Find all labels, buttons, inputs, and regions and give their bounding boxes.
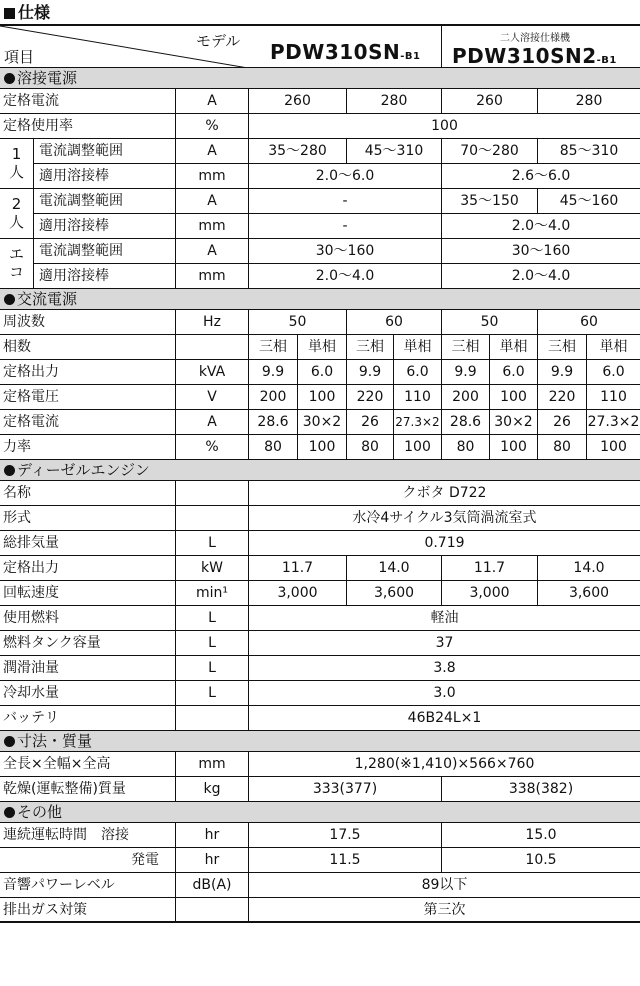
circle-bullet-icon: [4, 736, 15, 747]
row-label: 定格電圧: [3, 389, 59, 405]
group-label-one: [0, 139, 34, 188]
spec-cell: 3,000: [441, 581, 537, 605]
spec-cell: 333(377): [248, 777, 441, 801]
spec-cell: 3,600: [537, 581, 640, 605]
spec-cell: 30×2: [489, 410, 537, 434]
section-header-other: [0, 802, 640, 823]
spec-cell: 10.5: [441, 848, 640, 872]
row-label: 適用溶接棒: [39, 218, 109, 234]
row-label: 電流調整範囲: [39, 143, 123, 159]
row-label: 音響パワーレベル: [3, 877, 115, 893]
spec-cell: 110: [586, 385, 640, 409]
header-divider: [441, 26, 442, 68]
table-row: [0, 898, 640, 923]
row-label: 電流調整範囲: [39, 243, 123, 259]
row-unit: min¹: [175, 581, 248, 605]
table-header: [0, 24, 640, 68]
group-char: コ: [8, 263, 24, 281]
row-unit: L: [175, 531, 248, 555]
row-unit: A: [175, 139, 248, 163]
spec-cell: 80: [346, 435, 393, 459]
row-unit: L: [175, 681, 248, 705]
row-label: 排出ガス対策: [3, 902, 87, 918]
spec-cell: 単相: [297, 335, 346, 359]
row-unit: V: [175, 385, 248, 409]
spec-title: 仕様: [4, 2, 50, 24]
row-label: 連続運転時間 溶接: [3, 827, 129, 843]
spec-cell: 280: [537, 89, 640, 113]
row-unit: [175, 898, 248, 922]
spec-cell: 水冷4サイクル3気筒渦流室式: [248, 506, 640, 530]
row-unit: mm: [175, 164, 248, 188]
row-unit: Hz: [175, 310, 248, 334]
section-header-dims: [0, 731, 640, 752]
table-row: [0, 214, 640, 239]
group-label-eco: [0, 239, 34, 288]
spec-cell: 30～160: [248, 239, 441, 263]
table-row: [0, 189, 640, 214]
spec-cell: 260: [441, 89, 537, 113]
row-label: 燃料タンク容量: [3, 635, 101, 651]
table-row: [0, 873, 640, 898]
spec-cell: 14.0: [346, 556, 441, 580]
model-1-name: PDW310SN-B1: [270, 40, 421, 64]
row-unit: A: [175, 239, 248, 263]
spec-cell: クボタ D722: [248, 481, 640, 505]
spec-cell: -: [248, 214, 441, 238]
spec-cell: 100: [248, 114, 640, 138]
spec-cell: 100: [489, 435, 537, 459]
table-row: [0, 139, 640, 164]
spec-cell: 1,280(※1,410)×566×760: [248, 752, 640, 776]
spec-cell: 45～310: [346, 139, 441, 163]
table-row: [0, 385, 640, 410]
spec-cell: 3,600: [346, 581, 441, 605]
spec-cell: 46B24L×1: [248, 706, 640, 730]
row-label: 定格出力: [3, 364, 59, 380]
spec-cell: 27.3×2: [393, 410, 441, 434]
spec-cell: 28.6: [248, 410, 297, 434]
spec-cell: 6.0: [393, 360, 441, 384]
spec-cell: 単相: [586, 335, 640, 359]
row-unit: mm: [175, 752, 248, 776]
spec-cell: 70～280: [441, 139, 537, 163]
spec-cell: 単相: [393, 335, 441, 359]
table-row: [0, 656, 640, 681]
table-row: [0, 481, 640, 506]
table-row: [0, 848, 640, 873]
spec-cell: 9.9: [346, 360, 393, 384]
spec-cell: 27.3×2: [586, 410, 640, 434]
row-unit: [175, 335, 248, 359]
section-header-engine: [0, 460, 640, 481]
section-header-ac: [0, 289, 640, 310]
header-model-label: モデル: [196, 32, 241, 50]
row-unit: L: [175, 656, 248, 680]
spec-cell: 第三次: [248, 898, 640, 922]
row-unit: hr: [175, 823, 248, 847]
header-item-label: 項目: [4, 48, 35, 66]
table-row: [0, 360, 640, 385]
spec-cell: 200: [441, 385, 489, 409]
table-row: [0, 681, 640, 706]
row-label: 冷却水量: [3, 685, 59, 701]
spec-cell: 37: [248, 631, 640, 655]
spec-cell: 2.0～4.0: [441, 214, 640, 238]
spec-cell: 2.0～4.0: [248, 264, 441, 288]
spec-cell: 3.0: [248, 681, 640, 705]
spec-cell: 26: [537, 410, 586, 434]
row-unit: A: [175, 89, 248, 113]
table-row: [0, 114, 640, 139]
row-label: 定格使用率: [3, 118, 73, 134]
row-label: 電流調整範囲: [39, 193, 123, 209]
spec-cell: 三相: [441, 335, 489, 359]
row-unit: dB(A): [175, 873, 248, 897]
row-label: 総排気量: [3, 535, 59, 551]
model-2-note: 二人溶接仕様機: [500, 33, 570, 44]
row-label: 使用燃料: [3, 610, 59, 626]
spec-cell: 35～150: [441, 189, 537, 213]
table-row: [0, 506, 640, 531]
spec-cell: 80: [248, 435, 297, 459]
row-unit: kW: [175, 556, 248, 580]
spec-cell: 三相: [346, 335, 393, 359]
spec-cell: 6.0: [489, 360, 537, 384]
row-label: 相数: [3, 339, 31, 355]
row-unit: [175, 706, 248, 730]
spec-cell: 100: [393, 435, 441, 459]
section-title: 交流電源: [17, 290, 78, 308]
row-unit: L: [175, 631, 248, 655]
circle-bullet-icon: [4, 294, 15, 305]
spec-cell: 100: [297, 385, 346, 409]
row-label: 乾燥(運転整備)質量: [3, 781, 126, 797]
row-label: 適用溶接棒: [39, 268, 109, 284]
spec-cell: 60: [537, 310, 640, 334]
spec-cell: 14.0: [537, 556, 640, 580]
table-row: [0, 310, 640, 335]
table-row: [0, 164, 640, 189]
table-row: [0, 631, 640, 656]
section-title: 溶接電源: [17, 69, 78, 87]
group-char: 2: [11, 195, 22, 213]
spec-cell: 89以下: [248, 873, 640, 897]
table-row: [0, 706, 640, 731]
circle-bullet-icon: [4, 807, 15, 818]
spec-cell: 三相: [248, 335, 297, 359]
spec-cell: 2.0～6.0: [248, 164, 441, 188]
row-unit: %: [175, 114, 248, 138]
row-unit: L: [175, 606, 248, 630]
spec-cell: 220: [537, 385, 586, 409]
spec-cell: 軽油: [248, 606, 640, 630]
row-label: 回転速度: [3, 585, 59, 601]
row-label: 周波数: [3, 314, 45, 330]
row-unit: hr: [175, 848, 248, 872]
circle-bullet-icon: [4, 465, 15, 476]
spec-cell: 85～310: [537, 139, 640, 163]
section-title: 寸法・質量: [17, 732, 93, 750]
spec-cell: 2.0～4.0: [441, 264, 640, 288]
spec-cell: 60: [346, 310, 441, 334]
row-label: 力率: [3, 439, 31, 455]
spec-cell: 260: [248, 89, 346, 113]
table-row: [0, 777, 640, 802]
table-row: [0, 89, 640, 114]
spec-cell: 100: [586, 435, 640, 459]
spec-cell: 0.719: [248, 531, 640, 555]
row-label: 形式: [3, 510, 31, 526]
section-title: その他: [17, 803, 63, 821]
row-label: 適用溶接棒: [39, 168, 109, 184]
square-bullet-icon: [4, 8, 15, 19]
spec-cell: 100: [489, 385, 537, 409]
spec-cell: 45～160: [537, 189, 640, 213]
spec-cell: 50: [248, 310, 346, 334]
row-unit: A: [175, 189, 248, 213]
spec-cell: 30×2: [297, 410, 346, 434]
row-unit: kg: [175, 777, 248, 801]
table-row: [0, 581, 640, 606]
spec-cell: 280: [346, 89, 441, 113]
spec-cell: 17.5: [248, 823, 441, 847]
table-row: [0, 410, 640, 435]
row-unit: [175, 506, 248, 530]
table-row: [0, 531, 640, 556]
spec-cell: 6.0: [586, 360, 640, 384]
spec-cell: 100: [297, 435, 346, 459]
table-row: [0, 239, 640, 264]
spec-cell: 110: [393, 385, 441, 409]
spec-cell: 6.0: [297, 360, 346, 384]
spec-cell: 80: [441, 435, 489, 459]
spec-cell: 200: [248, 385, 297, 409]
spec-cell: 9.9: [441, 360, 489, 384]
spec-cell: 28.6: [441, 410, 489, 434]
spec-cell: 30～160: [441, 239, 640, 263]
row-unit: kVA: [175, 360, 248, 384]
row-label: 定格電流: [3, 93, 59, 109]
row-label: 名称: [3, 485, 31, 501]
spec-cell: 9.9: [248, 360, 297, 384]
model-2-name: PDW310SN2-B1: [452, 44, 617, 68]
spec-cell: 338(382): [441, 777, 640, 801]
spec-cell: 単相: [489, 335, 537, 359]
table-row: [0, 264, 640, 289]
section-title: ディーゼルエンジン: [17, 461, 150, 479]
group-char: 1: [11, 145, 22, 163]
row-unit: A: [175, 410, 248, 434]
row-label: 定格出力: [3, 560, 59, 576]
spec-cell: 11.5: [248, 848, 441, 872]
spec-cell: 2.6～6.0: [441, 164, 640, 188]
table-row: [0, 435, 640, 460]
spec-cell: 15.0: [441, 823, 640, 847]
group-char: 人: [8, 163, 24, 181]
spec-cell: 50: [441, 310, 537, 334]
spec-cell: 11.7: [248, 556, 346, 580]
spec-cell: 3,000: [248, 581, 346, 605]
row-unit: mm: [175, 214, 248, 238]
table-row: [0, 335, 640, 360]
group-label-two: [0, 189, 34, 238]
row-label: バッテリ: [3, 710, 59, 726]
spec-cell: 220: [346, 385, 393, 409]
group-char: エ: [8, 245, 24, 263]
table-row: [0, 556, 640, 581]
row-unit: mm: [175, 264, 248, 288]
row-label: 潤滑油量: [3, 660, 59, 676]
spec-cell: 80: [537, 435, 586, 459]
spec-cell: 11.7: [441, 556, 537, 580]
table-row: [0, 823, 640, 848]
table-row: [0, 752, 640, 777]
row-label: 発電: [131, 852, 159, 868]
spec-cell: 三相: [537, 335, 586, 359]
row-unit: %: [175, 435, 248, 459]
row-label: 全長×全幅×全高: [3, 756, 111, 772]
spec-cell: 3.8: [248, 656, 640, 680]
spec-cell: 26: [346, 410, 393, 434]
table-row: [0, 606, 640, 631]
group-char: 人: [8, 213, 24, 231]
spec-cell: 9.9: [537, 360, 586, 384]
section-header-weld: [0, 68, 640, 89]
spec-cell: -: [248, 189, 441, 213]
circle-bullet-icon: [4, 73, 15, 84]
row-label: 定格電流: [3, 414, 59, 430]
spec-cell: 35～280: [248, 139, 346, 163]
row-unit: [175, 481, 248, 505]
